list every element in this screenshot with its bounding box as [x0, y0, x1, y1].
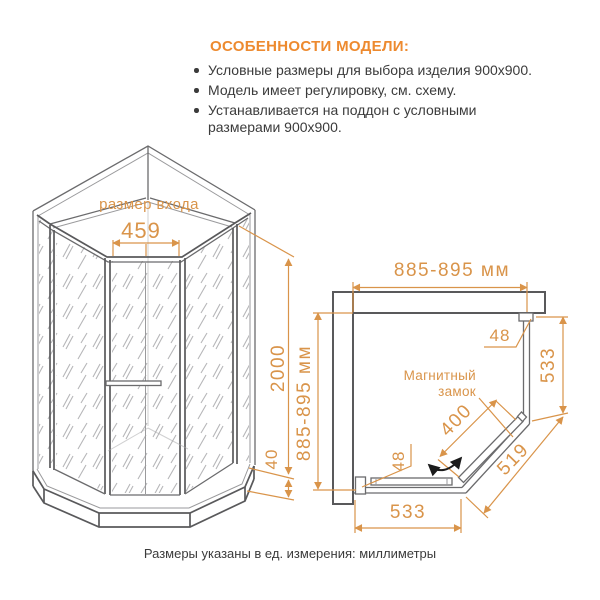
door-width-value: 400 [436, 400, 477, 441]
units-note: Размеры указаны в ед. измерения: миллиметры [143, 546, 437, 561]
bottom-sliding-door [371, 478, 452, 485]
feature-text: Условные размеры для выбора изделия 900x900. [208, 62, 533, 78]
entrance-dimension [99, 196, 199, 256]
glass-reflection-hatching [39, 218, 249, 493]
width-top-value: 885-895 мм [393, 260, 511, 281]
profile-left-value: 48 [389, 450, 408, 472]
top-view [294, 260, 568, 533]
height-value: 2000 [268, 343, 289, 393]
plan-side-right-dimension [532, 317, 568, 421]
feature-text: Модель имеет регулировку, см. схему. [208, 82, 457, 98]
features-title: ОСОБЕННОСТИ МОДЕЛИ: [210, 38, 410, 55]
lock-label-line1: Магнитный [403, 368, 476, 383]
plan-side-bottom-dimension [355, 499, 461, 533]
entrance-size-label: размер входа [99, 196, 199, 213]
profile-right-value: 48 [489, 326, 511, 345]
lock-label-line2: замок [438, 384, 476, 399]
side-right-value: 533 [538, 346, 559, 384]
entrance-width-value: 459 [121, 218, 161, 243]
feature-text: Устанавливается на поддон с условными размерами 900x900. [208, 102, 477, 135]
width-left-value: 885-895 мм [294, 344, 315, 462]
side-bottom-value: 533 [389, 502, 427, 523]
tray-height-value: 40 [262, 448, 281, 470]
diagonal-value: 519 [493, 439, 534, 480]
front-view [33, 146, 294, 527]
slide-direction-arrow-icon [429, 458, 461, 470]
door-handle [106, 381, 161, 386]
